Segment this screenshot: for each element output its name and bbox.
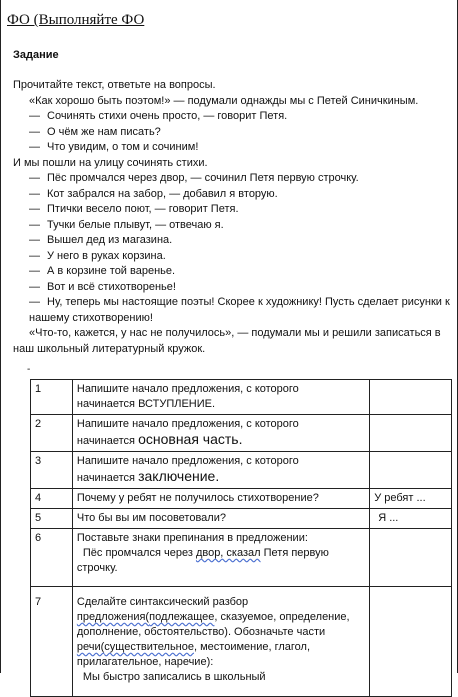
row-number: 3 (31, 452, 73, 489)
question-cell: Напишите начало предложения, с которого начинается основная часть. (72, 415, 369, 452)
question-cell: Напишите начало предложения, с которого начинается заключение. (72, 452, 369, 489)
question-cell: Поставьте знаки препинания в предложении: Пёс промчался через двор, сказал Петя первую строчку. (72, 529, 369, 587)
text-line: — А в корзине той варенье. (29, 265, 176, 277)
text-intro: Прочитайте текст, ответьте на вопросы. (13, 79, 216, 91)
text-line: — Птички весело поют, — говорит Петя. (29, 203, 239, 215)
answer-cell[interactable] (370, 415, 452, 452)
question-cell: Почему у ребят не получилось стихотворение? (72, 489, 369, 509)
text-line: «Что-то, кажется, у нас не получилось», — подумали мы и решили записаться в наш школьный литературный кружок. (13, 327, 441, 355)
text-line: — О чём же нам писать? (29, 125, 161, 138)
reading-text (13, 78, 453, 357)
text-line: — Кот забрался на забор, — добавил я вторую. (29, 187, 278, 200)
text-line: — Вышел дед из магазина. (29, 234, 173, 246)
text-line: — У него в руках корзина. (29, 249, 166, 262)
page-title: ФО (Выполняйте ФО (7, 12, 145, 28)
question-cell: Напишите начало предложения, с которого начинается ВСТУПЛЕНИЕ. (72, 380, 369, 415)
answer-cell[interactable] (370, 452, 452, 489)
text-line: — Вот и всё стихотворенье! (29, 280, 176, 293)
table-row (31, 452, 452, 489)
table-row (31, 380, 452, 415)
text-line: — Сочинять стихи очень просто, — говорит Петя. (29, 110, 288, 122)
text-line: — Тучки белые плывут, — отвечаю я. (29, 218, 224, 231)
questions-table (30, 379, 452, 697)
table-row (31, 587, 452, 697)
table-row (31, 509, 452, 529)
text-line: И мы пошли на улицу сочинять стихи. (13, 156, 208, 169)
answer-cell[interactable] (370, 529, 452, 587)
row-number: 1 (31, 380, 73, 415)
row-number: 6 (31, 529, 73, 587)
table-row (31, 489, 452, 509)
row-number: 5 (31, 509, 73, 529)
task-label: Задание (13, 49, 59, 61)
answer-cell[interactable]: Я ... (370, 509, 452, 529)
row-number: 4 (31, 489, 73, 509)
row-number: 2 (31, 415, 73, 452)
answer-cell[interactable] (370, 587, 452, 697)
stray-mark: - (27, 364, 31, 375)
question-cell: Что бы вы им посоветовали? (72, 509, 369, 529)
table-row (31, 415, 452, 452)
answer-cell[interactable]: У ребят ... (370, 489, 452, 509)
text-line: — Ну, теперь мы настоящие поэты! Скорее к художнику! Пусть сделает рисунки к нашему стихотворению! (29, 296, 450, 324)
answer-cell[interactable] (370, 380, 452, 415)
row-number: 7 (31, 587, 73, 697)
table-row (31, 529, 452, 587)
text-line: «Как хорошо быть поэтом!» — подумали однажды мы с Петей Синичкиным. (29, 94, 419, 107)
text-line: — Пёс промчался через двор, — сочинил Петя первую строчку. (29, 172, 359, 184)
question-cell: Сделайте синтаксический разбор предложения(подлежащее, сказуемое, определение, дополнение, обстоятельство). Обозначьте части речи(существительное, местоимение, глагол, прилагательное, наречие): Мы быстро записались в школьный (72, 587, 369, 697)
text-line: — Что увидим, о том и сочиним! (29, 141, 199, 153)
